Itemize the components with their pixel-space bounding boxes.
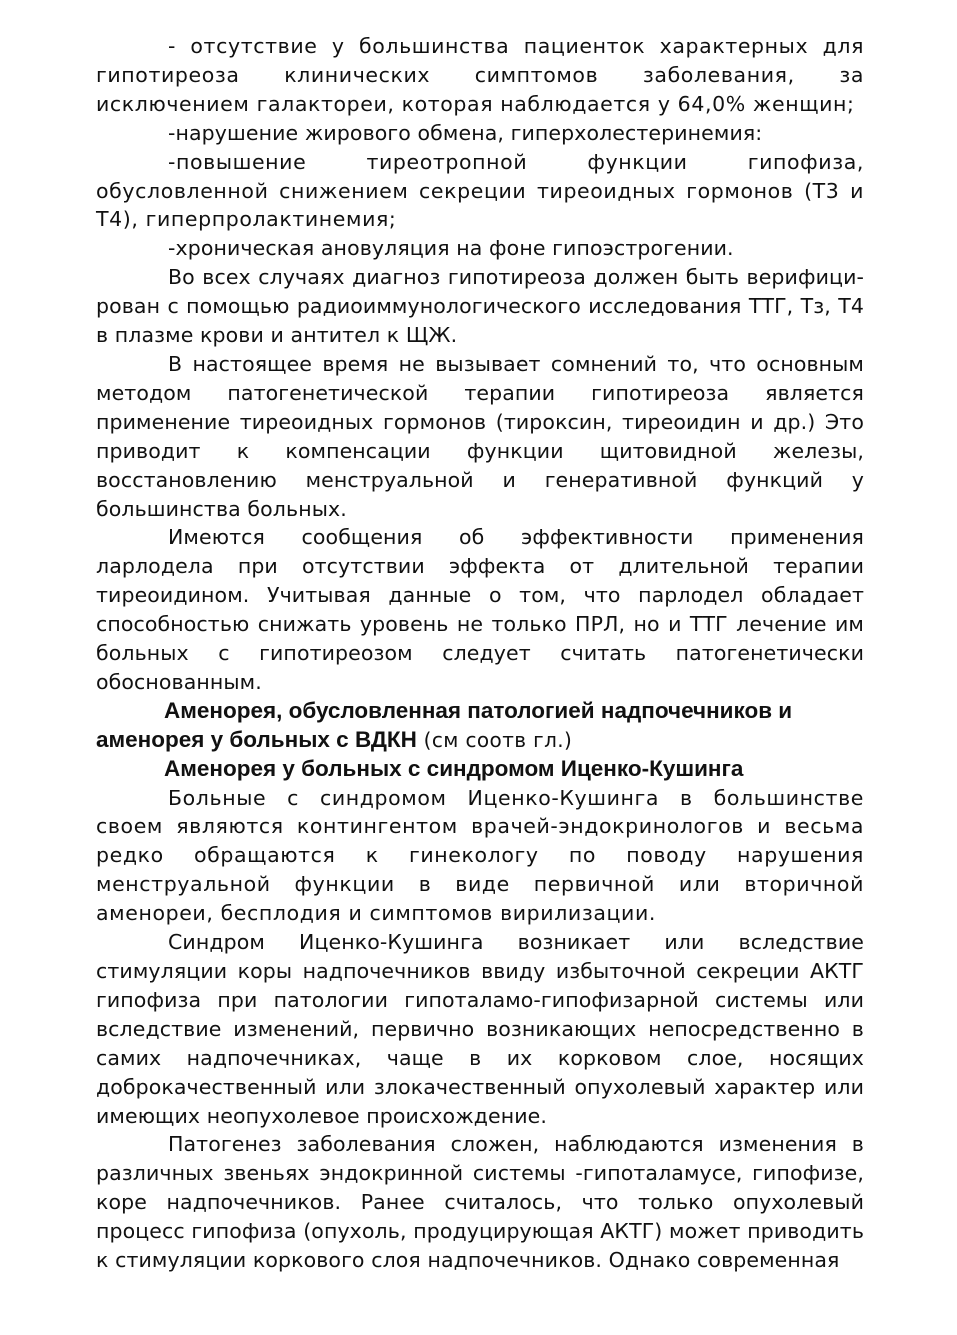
section-heading-cushing: Аменорея у больных с синдромом Иценко-Кушинга bbox=[164, 755, 744, 781]
paragraph-cushing-causes: Синдром Иценко-Кушинга возникает или вследствие стимуляции коры надпочечников ввиду избыточной секреции АКТГ гипофиза при патологии гипоталамо-гипофизарной системы или вследствие изменений, первично возникающих непосредственно в самих надпочечниках, чаще в их корковом слое, носящих доброкачественный или злокачественный опухолевый характер или имеющих неопухолевое происхождение. bbox=[96, 930, 864, 1128]
paragraph-diagnosis: Во всех случаях диагноз гипотиреоза должен быть верифици-рован с помощью радиоиммунологического исследования ТТГ, Тз, Т4 в плазме крови и антител к ЩЖ. bbox=[96, 265, 864, 348]
paragraph-symptoms: - отсутствие у большинства пациенток характерных для гипотиреоза клинических симптомов заболевания, за исключением галактореи, которая наблюдается у 64,0% женщин; bbox=[96, 34, 864, 116]
section-heading-adrenal-amenorrhea bbox=[96, 697, 864, 755]
paragraph-thyrotropic-function: -повышение тиреотропной функции гипофиза, обусловленной снижением секреции тиреоидных гормонов (Т3 и Т4), гиперпролактинемия; bbox=[96, 149, 864, 232]
paragraph-parlodel: Имеются сообщения об эффективности применения ларлодела при отсутствии эффекта от длительной терапии тиреоидином. Учитывая данные о том, что парлодел обладает способностью снижать уровень не только ПРЛ, но и ТТГ лечение им больных с гипотиреозом следует считать патогенетически обоснованным. bbox=[96, 525, 864, 694]
document-page bbox=[96, 32, 864, 1275]
paragraph-therapy: В настоящее время не вызывает сомнений то, что основным методом патогенетической терапии гипотиреоза является применение тиреоидных гормонов (тироксин, тиреоидин и др.) Это приводит к компенсации функции щитовидной железы, восстановлению менструальной и генеративной функций у большинства больных. bbox=[96, 351, 864, 521]
paragraph-lipid-metabolism: -нарушение жирового обмена, гиперхолестеринемия: bbox=[168, 120, 763, 145]
heading-bold-text: Аменорея, обусловленная патологией надпочечников и аменорея у больных с ВДКН bbox=[96, 697, 793, 752]
paragraph-cushing-patients: Больные с синдромом Иценко-Кушинга в большинстве своем являются контингентом врачей-эндокринологов и весьма редко обращаются к гинекологу по поводу нарушения менструальной функции в виде первичной или вторичной аменореи, бесплодия и симптомов вирилизации. bbox=[96, 785, 864, 926]
paragraph-pathogenesis: Патогенез заболевания сложен, наблюдаются изменения в различных звеньях эндокринной системы -гипоталамусе, гипофизе, коре надпочечников. Ранее считалось, что только опухолевый процесс гипофиза (опухоль, продуцирующая АКТГ) может приводить к стимуляции коркового слоя надпочечников. Однако современная bbox=[96, 1132, 864, 1273]
heading-reference: (см соотв гл.) bbox=[416, 727, 573, 752]
paragraph-anovulation: -хроническая ановуляция на фоне гипоэстрогении. bbox=[168, 236, 734, 261]
